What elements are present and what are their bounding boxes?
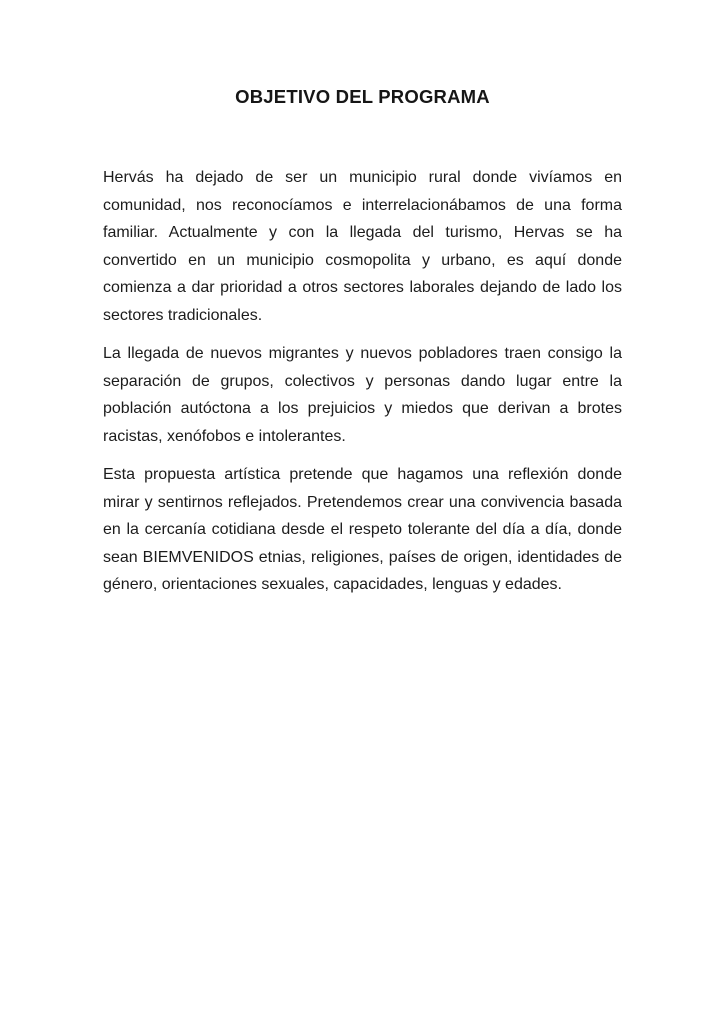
paragraph-3: Esta propuesta artística pretende que hagamos una reflexión donde mirar y sentirnos reflejados. Pretendemos crear una convivencia basada en la cercanía cotidiana desde el respeto tolerante del día a día, donde sean BIEMVENIDOS etnias, religiones, países de origen, identidades de género, orientaciones sexuales, capacidades, lenguas y edades.	[103, 466, 622, 593]
paragraph-1: Hervás ha dejado de ser un municipio rural donde vivíamos en comunidad, nos reconocíamos e interrelacionábamos de una forma familiar. Actualmente y con la llegada del turismo, Hervas se ha convertido en un municipio cosmopolita y urbano, es aquí donde comienza a dar prioridad a otros sectores laborales dejando de lado los sectores tradicionales.	[103, 169, 622, 324]
page-title: OBJETIVO DEL PROGRAMA	[235, 86, 490, 107]
paragraph-2: La llegada de nuevos migrantes y nuevos pobladores traen consigo la separación de grupos, colectivos y personas dando lugar entre la población autóctona a los prejuicios y miedos que derivan a brotes racistas, xenófobos e intolerantes.	[103, 345, 622, 445]
